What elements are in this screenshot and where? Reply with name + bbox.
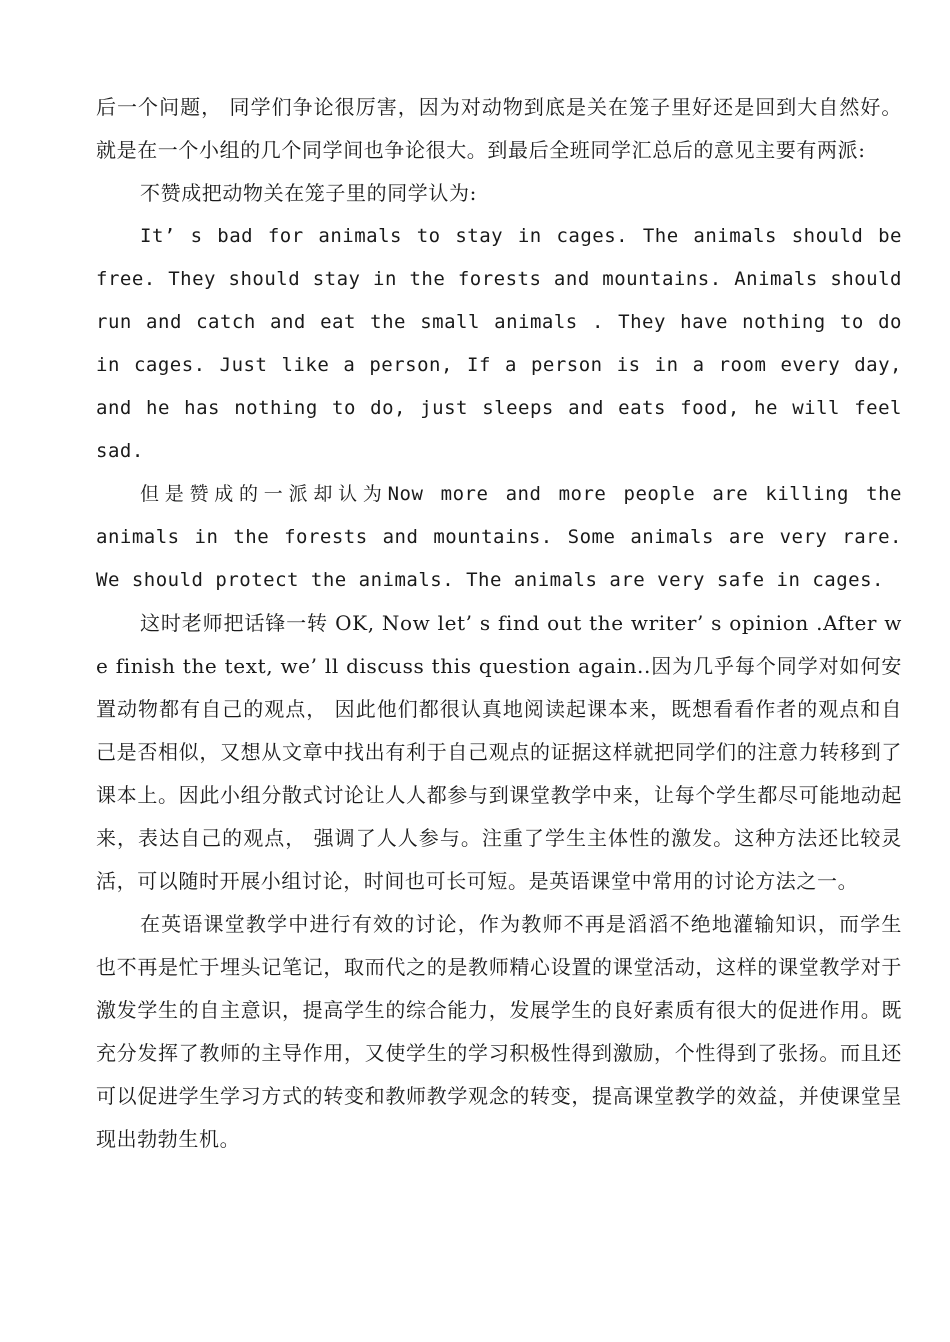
paragraph-continuation: 后一个问题， 同学们争论很厉害，因为对动物到底是关在笼子里好还是回到大自然好。就是在一个小组的几个同学间也争论很大。到最后全班同学汇总后的意见主要有两派: bbox=[96, 95, 902, 162]
paragraph-supporters-argument: 但是赞成的一派却认为Now more and more people are killing the animals in the forests and mountains. Some animals are very rare. We should protect the animals. The animals are very safe in cages. bbox=[96, 483, 902, 591]
paragraph-teacher-transition: 这时老师把话锋一转 OK, Now let’ s find out the writer’ s opinion .After we finish the text, we’ ll discuss this question again..因为几乎每个同学对如何安置动物都有自己的观点， 因此他们都很认真地阅读起课本来，既想看看作者的观点和自己是否相似，又想从文章中找出有利于自己观点的证据这样就把同学们的注意力转移到了课本上。因此小组分散式讨论让人人都参与到课堂教学中来，让每个学生都尽可能地动起来，表达自己的观点， 强调了人人参与。注重了学生主体性的激发。这种方法还比较灵活，可以随时开展小组讨论，时间也可长可短。是英语课堂中常用的讨论方法之一。 bbox=[96, 611, 902, 893]
document-body bbox=[96, 86, 902, 1161]
paragraph-conclusion: 在英语课堂教学中进行有效的讨论，作为教师不再是滔滔不绝地灌输知识，而学生也不再是忙于埋头记笔记，取而代之的是教师精心设置的课堂活动，这样的课堂教学对于激发学生的自主意识，提高学生的综合能力，发展学生的良好素质有很大的促进作用。既充分发挥了教师的主导作用，又使学生的学习积极性得到激励，个性得到了张扬。而且还可以促进学生学习方式的转变和教师教学观念的转变，提高课堂教学的效益，并使课堂呈现出勃勃生机。 bbox=[96, 912, 902, 1151]
paragraph-opponents-intro: 不赞成把动物关在笼子里的同学认为: bbox=[140, 181, 477, 205]
paragraph-opponents-argument: It’ s bad for animals to stay in cages. The animals should be free. They should stay in the forests and mountains. Animals should run and catch and eat the small animals . They have nothing to do in cages. Just like a person, If a person is in a room every day, and he has nothing to do, just sleeps and eats food, he will feel sad. bbox=[96, 225, 902, 462]
